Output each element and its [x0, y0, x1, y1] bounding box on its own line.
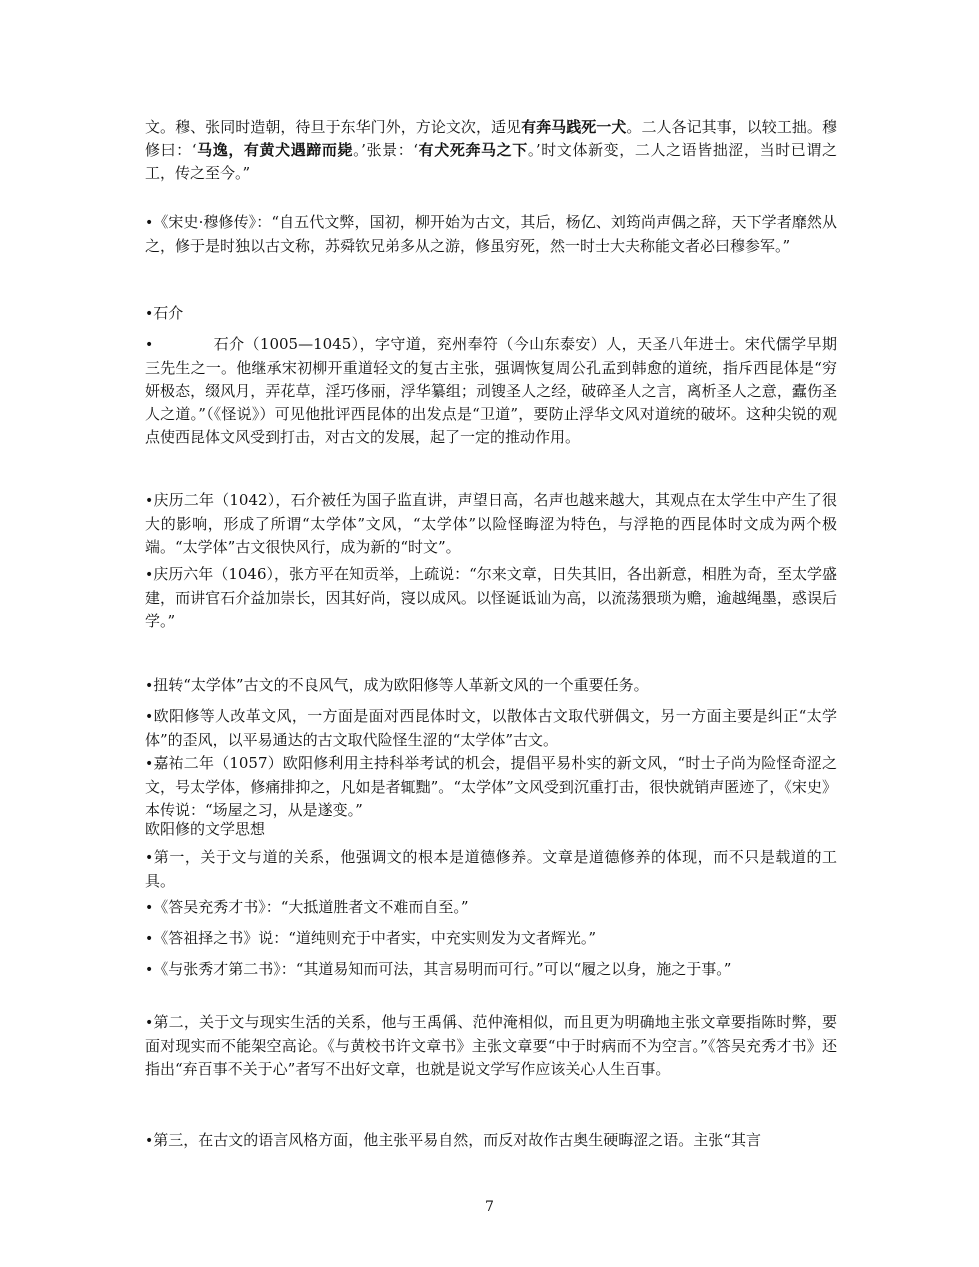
paragraph-shijie: • 石介（1005—1045），字守道，兖州奉符（今山东泰安）人，天圣八年进士。宋代儒学早期三先生之一。他继承宋初柳开重道轻文的复古主张，强调恢复周公孔孟到韩愈的道统，指斥西昆体是“穷妍极态，缀风月，弄花草，淫巧侈丽，浮华纂组；刓锼圣人之经，破碎圣人之言，离析圣人之意，蠹伤圣人之道。”（《怪说》）可见他批评西昆体的出发点是“卫道”，要防止浮华文风对道统的破坏。这种尖锐的观点使西昆体文风受到打击，对古文的发展，起了一定的推动作用。 [145, 335, 837, 446]
bullet: • [145, 1133, 154, 1149]
paragraph-reverse-taixueti: •扭转“太学体”古文的不良风气，成为欧阳修等人革新文风的一个重要任务。 [145, 676, 649, 694]
bullet: • [145, 709, 154, 725]
page-number: 7 [485, 1199, 494, 1215]
bullet: • [145, 337, 154, 353]
bullet: • [145, 215, 154, 231]
quote-wuchong: •《答吴充秀才书》：“大抵道胜者文不难而自至。” [145, 898, 469, 916]
paragraph-anecdote: 文。穆、张同时造朝，待旦于东华门外，方论文次，适见有奔马践死一犬。二人各记其事，以较工拙。穆修曰：‘马逸，有黄犬遇蹄而毙。’张景：‘有犬死奔马之下。’时文体新变，二人之语皆拙涩，当时已谓之工，传之至今。” [145, 118, 837, 182]
paragraph-point-two: •第二，关于文与现实生活的关系，他与王禹偁、范仲淹相似，而且更为明确地主张文章要指陈时弊，要面对现实而不能架空高论。《与黄校书许文章书》主张文章要“中于时病而不为空言。”《答吴充秀才书》还指出“弃百事不关于心”者写不出好文章，也就是说文学写作应该关心人生百事。 [145, 1013, 837, 1078]
bullet: • [145, 493, 154, 509]
paragraph-qingli-2: •庆历二年（1042），石介被任为国子监直讲，声望日高，名声也越来越大，其观点在太学生中产生了很大的影响，形成了所谓“太学体”文风，“太学体”以险怪晦涩为特色，与浮艳的西昆体时文成为两个极端。“太学体”古文很快风行，成为新的“时文”。 [145, 491, 837, 556]
paragraph-point-one: •第一，关于文与道的关系，他强调文的根本是道德修养。文章是道德修养的体现，而不只是载道的工具。 [145, 848, 837, 890]
paragraph-point-three: •第三，在古文的语言风格方面，他主张平易自然，而反对故作古奥生硬晦涩之语。主张“其言 [145, 1131, 761, 1149]
bold-phrase: 有奔马践死一犬 [521, 118, 627, 136]
bullet: • [145, 850, 154, 866]
bullet: • [145, 678, 154, 694]
paragraph-qingli-6: •庆历六年（1046），张方平在知贡举，上疏说：“尔来文章，日失其旧，各出新意，相胜为奇，至太学盛建，而讲官石介益加崇长，因其好尚，寖以成风。以怪诞诋讪为高，以流荡猥琐为赡，逾越绳墨，惑误后学。” [145, 565, 837, 630]
bullet: • [145, 900, 154, 916]
bullet: • [145, 306, 154, 322]
bold-phrase: 有犬死奔马之下 [418, 141, 528, 159]
paragraph-reform: •欧阳修等人改革文风，一方面是面对西昆体时文，以散体古文取代骈偶文，另一方面主要是纠正“太学体”的歪风，以平易通达的古文取代险怪生涩的“太学体”古文。 [145, 707, 837, 749]
quote-zhangxiucai: •《与张秀才第二书》：“其道易知而可法，其言易明而可行。”可以“履之以身，施之于事。” [145, 960, 732, 978]
quote-zuzeshi: •《答祖择之书》说：“道纯则充于中者实，中充实则发为文者辉光。” [145, 929, 597, 947]
heading-shijie: •石介 [145, 304, 184, 322]
paragraph-jiayou: •嘉祐二年（1057）欧阳修利用主持科举考试的机会，提倡平易朴实的新文风，“时士子尚为险怪奇涩之文，号太学体，修痛排抑之，凡如是者辄黜”。“太学体”文风受到沉重打击，很快就销声匿迹了，《宋史》本传说：“场屋之习，从是遂变。” [145, 754, 837, 819]
bullet: • [145, 756, 154, 772]
paragraph-songshi: •《宋史·穆修传》：“自五代文弊，国初，柳开始为古文，其后，杨亿、刘筠尚声偶之辞，天下学者靡然从之，修于是时独以古文称，苏舜钦兄弟多从之游，修虽穷死，然一时士大夫称能文者必曰穆参军。” [145, 213, 837, 255]
bullet: • [145, 567, 154, 583]
bullet: • [145, 1015, 154, 1031]
section-heading-ouyangxiu: 欧阳修的文学思想 [145, 820, 266, 838]
bold-phrase: 马逸，有黄犬遇蹄而毙 [196, 141, 354, 159]
bullet: • [145, 931, 154, 947]
bullet: • [145, 962, 154, 978]
